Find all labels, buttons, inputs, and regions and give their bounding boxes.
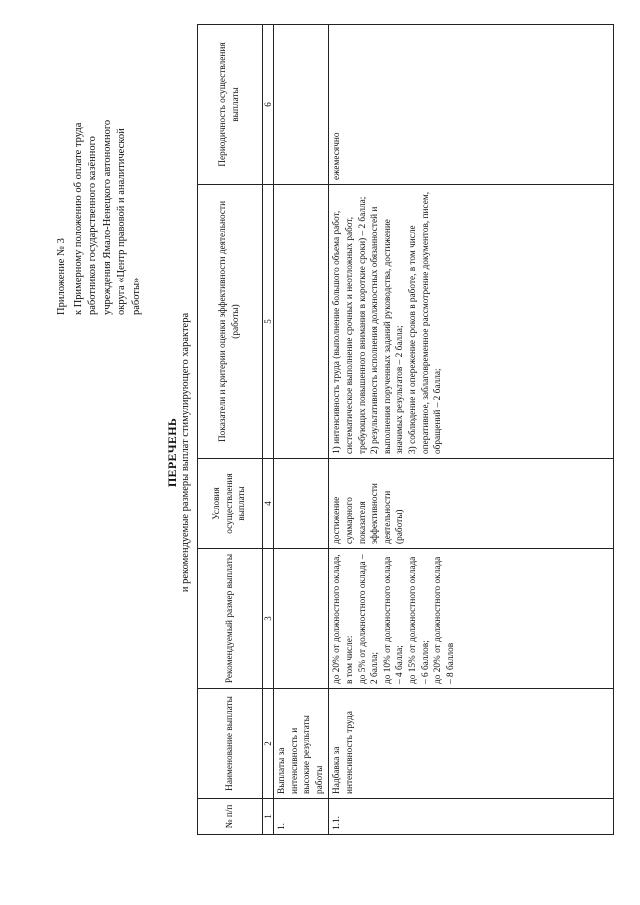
payments-table bbox=[197, 24, 614, 835]
appendix-line: округа «Центр правовой и аналитической bbox=[116, 128, 127, 315]
header-payment-size: Рекомендуемый размер выплаты bbox=[198, 549, 263, 689]
size-line: до 20% от должностного оклада – 8 баллов bbox=[433, 556, 456, 684]
size-line: до 10% от должностного оклада – 4 балла; bbox=[382, 556, 406, 684]
payment-name: Надбавка за интенсивность труда bbox=[329, 689, 614, 799]
payment-size bbox=[274, 549, 329, 689]
header-conditions: Условия осуществления выплаты bbox=[198, 459, 263, 549]
criteria-item: 1) интенсивность труда (выполнение большого объема работ, систематическое выполнение срочных и неотложных работ, требующих повышенного внимания в короткие сроки) – 2 балла; bbox=[332, 196, 368, 454]
criteria-item: 2) результативность исполнения должностных обязанностей и выполнения порученных заданий руководства, достижение значимых результатов – 2 балла; bbox=[370, 206, 406, 454]
header-number: № п/п bbox=[198, 799, 263, 835]
criteria-item: 3) соблюдение и опережение сроков в работе, в том числе оперативное, заблаговременное рассмотрение документов, писем, обращений – 2 балла; bbox=[407, 191, 444, 454]
payment-criteria bbox=[329, 185, 614, 459]
header-payment-name: Наименование выплаты bbox=[198, 689, 263, 799]
appendix-note bbox=[55, 55, 144, 315]
column-number: 5 bbox=[263, 185, 274, 459]
payment-size bbox=[329, 549, 614, 689]
header-criteria: Показатели и критерии оценки эффективности деятельности (работы) bbox=[198, 185, 263, 459]
table-header-row bbox=[198, 25, 263, 835]
column-number: 6 bbox=[263, 25, 274, 185]
appendix-line: работы» bbox=[130, 277, 142, 315]
payment-periodicity bbox=[274, 25, 329, 185]
appendix-line: учреждения Ямало-Ненецкого автономного bbox=[101, 119, 113, 315]
document-title: ПЕРЕЧЕНЬ bbox=[165, 417, 179, 488]
appendix-line: работников государственного казённого bbox=[87, 136, 98, 315]
table-row bbox=[274, 25, 329, 835]
appendix-title: Приложение № 3 bbox=[56, 238, 67, 315]
column-number: 3 bbox=[263, 549, 274, 689]
size-line: до 20% от должностного оклада, в том числе: bbox=[332, 554, 355, 684]
table-row bbox=[329, 25, 614, 835]
appendix-line: к Примерному положению об оплате труда bbox=[72, 122, 84, 315]
column-number: 4 bbox=[263, 459, 274, 549]
payment-conditions bbox=[274, 459, 329, 549]
row-number: 1.1. bbox=[329, 799, 614, 835]
size-line: до 15% от должностного оклада – 6 баллов; bbox=[407, 556, 431, 684]
payment-conditions: достижение суммарного показателя эффективности деятельности (работы) bbox=[329, 459, 614, 549]
payment-name: Выплаты за интенсивность и высокие результаты работы bbox=[274, 689, 329, 799]
row-number: 1. bbox=[274, 799, 329, 835]
column-number: 1 bbox=[263, 799, 274, 835]
column-number: 2 bbox=[263, 689, 274, 799]
payment-criteria bbox=[274, 185, 329, 459]
header-periodicity: Периодичность осуществления выплаты bbox=[198, 25, 263, 185]
payment-periodicity: ежемесячно bbox=[329, 25, 614, 185]
document-subtitle: и рекомендуемые размеры выплат стимулирующего характера bbox=[180, 312, 191, 593]
size-line: до 5% от должностного оклада – 2 балла; bbox=[357, 554, 381, 684]
column-number-row bbox=[263, 25, 274, 835]
